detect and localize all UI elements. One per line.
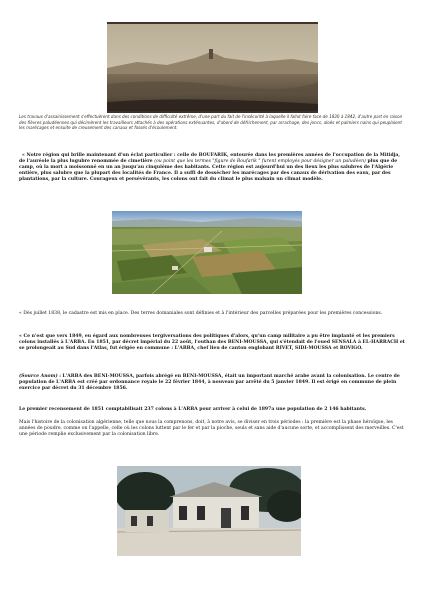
boufarik-text-1: « Notre région qui brille maintenant d'un éclat particulier : celle de BOUFARIK, entourée dans les premières années de l'occupation de la Mitidja, de l'auréole la plus lugubre renommée de cimetière (19, 153, 400, 165)
aerial-farmland-photo (112, 211, 302, 294)
source-paragraph (19, 374, 405, 392)
camp-paragraph: « Ce n'est que vers 1849, eu égard aux nombreuses tergiversations des politiques d'alors, qu'un camp militaire a pu être implanté et les premiers colons installés à L'ARBA. En 1851, par décret impérial du 22 août, l'outhan des BENI-MOUSSA, qui s'étendait de l'oued SENSALA à EL-HARRACH et se prolongeait au Sud dans l'Atlas, fut érigée en commune : L'ARBA, chef lieu de canton englobant RIVET, SIDI-MOUSSA et ROVIGO. (19, 334, 405, 352)
colonial-building-photo (117, 466, 301, 556)
boufarik-note: (ou point que les termes "figure de Boufarik " furent employés pour désigner un paludéen) (154, 159, 366, 165)
history-paragraph: Mais l'histoire de la colonisation algérienne, telle que nous la comprenons, doit, à notre avis, se diviser en trois périodes : la première est la phase héroïque, les années de poudre, comme on l'appelle, celle où les colons luttent par le fer et par la pioche, seuls et sans aide d'aucune sorte, et accomplissent des merveilles. C'est une période remplie exclusivement par la colonisation libre. (19, 420, 404, 438)
cadastre-paragraph: « Dès juillet 1838, le cadastre est mis en place. Des terres domaniales sont définies et à l'intérieur des parcelles préparées pour les premières concessions. (19, 311, 383, 316)
source-text: : L'ARBA des BENI-MOUSSA, parfois abrégé en BENI-MOUSSA, était un important marché arabe avant la colonisation. Le centre de population de L'ARBA est créé par ordonnance royale le 22 février 1844, à nouveau par arrêté du 5 janvier 1849. Il est érigé en commune de plein exercice par décret du 31 décembre 1856. (19, 374, 400, 392)
photo-caption: Les travaux d'assainissement s'effectuèrent dans des conditions de difficulté extrême, d'une part du fait de l'insécurité à laquelle il fallut faire face de 1830 à 1842, d'autre part en raison des fièvres paludéennes qui décimèrent les travailleurs attachés à des opérations exténuantes, d'abord de défrichement, par arrachage, des joncs, aloès et palmiers nains qui peuplaient les marécages et ensuite de creusement des canaux et fossés d'écoulement. (19, 114, 403, 131)
boufarik-text-2: plus que de camp, où la mort a moissonné en un an jusqu'au cinquième des habitants. Cette région est aujourd'hui un des lieux les plus salubres de l'Algérie entière, plus salubre que la plupart des localités de France. Il a suffi de dessécher les marécages par des canaux de dérivation des eaux, par des plantations, par la culture. Courageux et persévérants, les colons ont fait du climat le plus malsain un climat modèle. (19, 159, 398, 183)
historic-sepia-photo (107, 22, 318, 113)
census-paragraph: Le premier recensement de 1851 comptabilisait 237 colons à L'ARBA pour arriver à celui de 1897a une population de 2 146 habitants. (19, 407, 367, 412)
boufarik-paragraph (19, 153, 405, 183)
source-label: (Source Anom) (19, 374, 58, 379)
